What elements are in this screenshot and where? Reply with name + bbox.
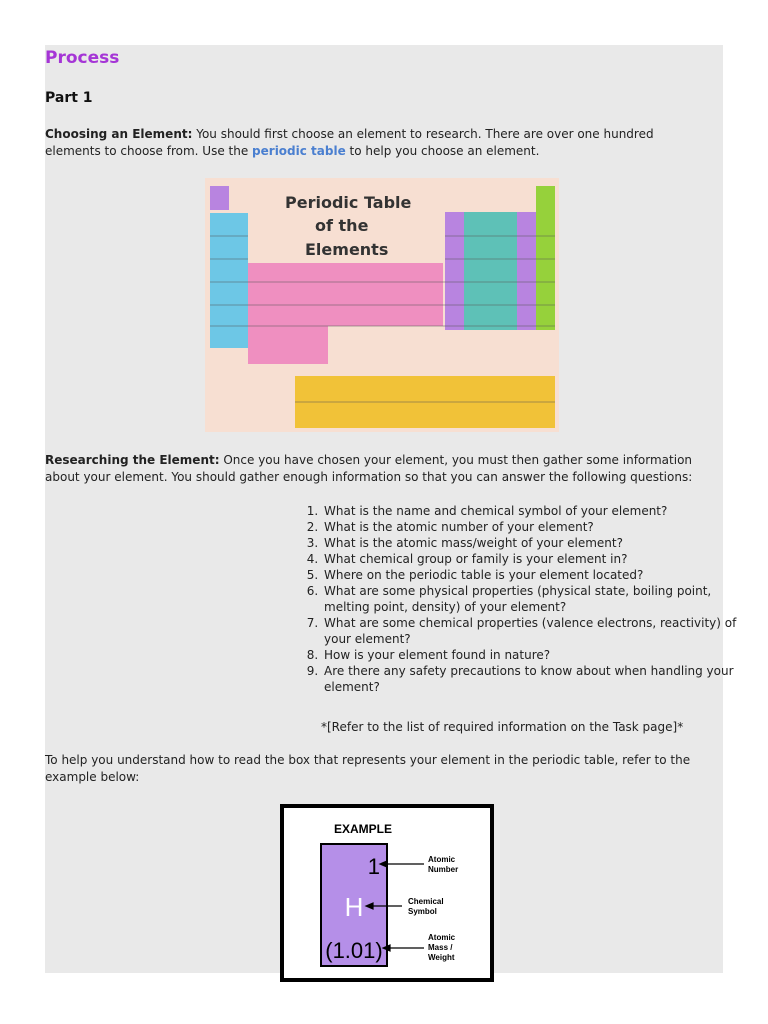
- list-item: 9. Are there any safety precautions to know about when handling your element?: [322, 663, 742, 695]
- choosing-paragraph: [45, 126, 705, 160]
- list-item: 8. How is your element found in nature?: [322, 647, 742, 663]
- label-atomic-mass-1: Atomic: [428, 933, 456, 942]
- label-chemical-symbol-1: Chemical: [408, 897, 444, 906]
- label-atomic-mass-2: Mass /: [428, 943, 453, 952]
- help-paragraph: To help you understand how to read the box that represents your element in the periodic table, refer to the example below:: [45, 753, 691, 784]
- choosing-text-2: to help you choose an element.: [345, 144, 540, 158]
- periodic-table-link[interactable]: periodic table: [252, 144, 346, 158]
- periodic-table-graphic: [205, 178, 559, 432]
- label-atomic-mass-3: Weight: [428, 953, 455, 962]
- example-symbol: H: [344, 892, 364, 922]
- list-item: 3. What is the atomic mass/weight of your element?: [322, 535, 742, 551]
- list-item: 6. What are some physical properties (physical state, boiling point, melting point, density) of your element?: [322, 583, 742, 615]
- example-atomic-number: 1: [367, 854, 380, 879]
- pt-title-line3: Elements: [305, 240, 389, 259]
- list-item: 7. What are some chemical properties (valence electrons, reactivity) of your element?: [322, 615, 742, 647]
- researching-label: Researching the Element:: [45, 453, 220, 467]
- list-item: 4. What chemical group or family is your element in?: [322, 551, 742, 567]
- label-atomic-number-1: Atomic: [428, 855, 456, 864]
- example-title: EXAMPLE: [334, 822, 393, 836]
- researching-paragraph: [45, 452, 720, 486]
- list-item: 2. What is the atomic number of your element?: [322, 519, 742, 535]
- question-list: [300, 503, 742, 695]
- example-box: [280, 804, 494, 982]
- periodic-table-image: [205, 178, 559, 432]
- part-heading: Part 1: [45, 90, 93, 106]
- researching-text: Once you have chosen your element, you must then gather some information about your element. You should gather enough information so that you can answer the following questions:: [45, 453, 693, 484]
- task-note: *[Refer to the list of required information on the Task page]*: [321, 720, 684, 734]
- example-mass: (1.01): [325, 938, 383, 963]
- list-item: 1. What is the name and chemical symbol of your element?: [322, 503, 742, 519]
- process-heading: Process: [45, 48, 120, 68]
- pt-title-line1: Periodic Table: [285, 193, 412, 212]
- pt-title-line2: of the: [315, 216, 369, 235]
- label-chemical-symbol-2: Symbol: [408, 907, 437, 916]
- label-atomic-number-2: Number: [428, 865, 459, 874]
- choosing-label: Choosing an Element:: [45, 127, 193, 141]
- choosing-text-1: You should first choose an element to research. There are over one hundred elements to choose from. Use the: [45, 127, 654, 158]
- example-graphic: [284, 808, 490, 978]
- list-item: 5. Where on the periodic table is your element located?: [322, 567, 742, 583]
